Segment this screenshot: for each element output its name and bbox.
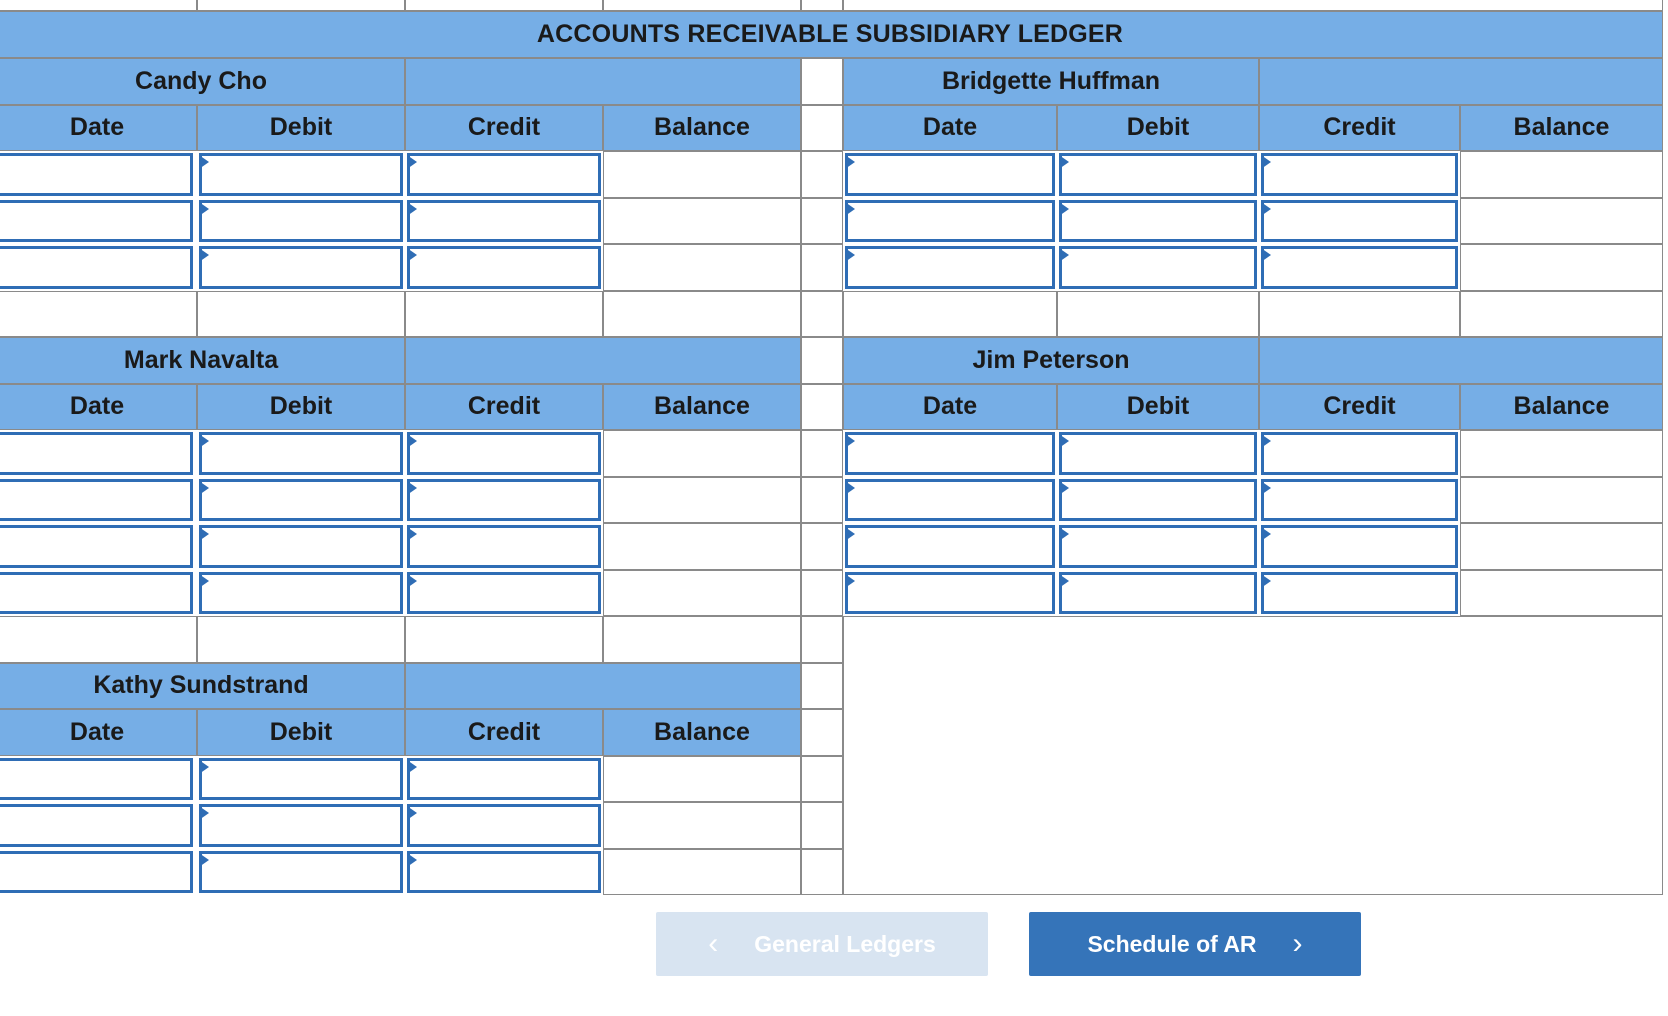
empty-cell <box>1460 291 1663 338</box>
date-input[interactable] <box>845 200 1055 243</box>
date-input[interactable] <box>845 479 1055 522</box>
cell-dropdown-marker-icon <box>1261 574 1271 588</box>
column-header-balance: Balance <box>603 384 801 431</box>
column-header-credit: Credit <box>1259 105 1460 152</box>
cell-dropdown-marker-icon <box>845 527 855 541</box>
cell-dropdown-marker-icon <box>1059 481 1069 495</box>
date-input[interactable] <box>845 525 1055 568</box>
date-input[interactable] <box>845 246 1055 289</box>
cell-dropdown-marker-icon <box>1261 155 1271 169</box>
account-name-blank-header <box>1259 337 1663 384</box>
grid-cell <box>197 0 405 11</box>
cell-dropdown-marker-icon <box>1059 202 1069 216</box>
account-name-header: Jim Peterson <box>843 337 1259 384</box>
column-header-date: Date <box>843 384 1057 431</box>
credit-input[interactable] <box>407 804 601 847</box>
credit-input[interactable] <box>407 758 601 801</box>
column-header-debit: Debit <box>197 105 405 152</box>
credit-input[interactable] <box>407 479 601 522</box>
debit-input[interactable] <box>199 479 403 522</box>
debit-input[interactable] <box>1059 432 1257 475</box>
date-input[interactable] <box>0 153 193 196</box>
balance-cell <box>1460 477 1663 524</box>
column-header-balance: Balance <box>1460 384 1663 431</box>
balance-cell <box>1460 570 1663 617</box>
date-input[interactable] <box>845 432 1055 475</box>
gap-cell <box>801 151 843 198</box>
date-input[interactable] <box>845 153 1055 196</box>
cell-dropdown-marker-icon <box>407 155 417 169</box>
credit-input[interactable] <box>407 851 601 894</box>
credit-input[interactable] <box>1261 479 1458 522</box>
cell-dropdown-marker-icon <box>199 248 209 262</box>
column-header-credit: Credit <box>405 105 603 152</box>
cell-dropdown-marker-icon <box>1059 527 1069 541</box>
general-ledgers-label: General Ledgers <box>754 930 936 957</box>
credit-input[interactable] <box>1261 246 1458 289</box>
balance-cell <box>603 244 801 291</box>
cell-dropdown-marker-icon <box>845 202 855 216</box>
grid-cell <box>843 0 1663 11</box>
column-header-balance: Balance <box>1460 105 1663 152</box>
schedule-of-ar-button[interactable] <box>1029 912 1361 976</box>
cell-dropdown-marker-icon <box>845 481 855 495</box>
column-header-date: Date <box>0 709 197 756</box>
account-name-header: Mark Navalta <box>0 337 405 384</box>
debit-input[interactable] <box>1059 525 1257 568</box>
column-header-date: Date <box>0 384 197 431</box>
cell-dropdown-marker-icon <box>845 574 855 588</box>
cell-dropdown-marker-icon <box>199 806 209 820</box>
balance-cell <box>603 430 801 477</box>
debit-input[interactable] <box>1059 479 1257 522</box>
cell-dropdown-marker-icon <box>1261 202 1271 216</box>
gap-cell <box>801 291 843 338</box>
gap-cell <box>801 105 843 152</box>
date-input[interactable] <box>0 200 193 243</box>
empty-region <box>843 616 1663 895</box>
cell-dropdown-marker-icon <box>845 248 855 262</box>
balance-cell <box>603 570 801 617</box>
grid-cell <box>0 0 197 11</box>
balance-cell <box>1460 198 1663 245</box>
balance-cell <box>1460 523 1663 570</box>
debit-input[interactable] <box>199 804 403 847</box>
cell-dropdown-marker-icon <box>1261 248 1271 262</box>
schedule-of-ar-label: Schedule of AR <box>1087 930 1257 957</box>
credit-input[interactable] <box>407 246 601 289</box>
date-input[interactable] <box>0 758 193 801</box>
empty-cell <box>197 291 405 338</box>
debit-input[interactable] <box>199 200 403 243</box>
cell-dropdown-marker-icon <box>1059 155 1069 169</box>
balance-cell <box>603 151 801 198</box>
debit-input[interactable] <box>1059 153 1257 196</box>
credit-input[interactable] <box>407 153 601 196</box>
account-name-blank-header <box>1259 58 1663 105</box>
gap-cell <box>801 616 843 663</box>
cell-dropdown-marker-icon <box>199 155 209 169</box>
date-input[interactable] <box>845 572 1055 615</box>
debit-input[interactable] <box>1059 200 1257 243</box>
ledger-title: ACCOUNTS RECEIVABLE SUBSIDIARY LEDGER <box>0 11 1663 58</box>
cell-dropdown-marker-icon <box>407 434 417 448</box>
credit-input[interactable] <box>1261 153 1458 196</box>
debit-input[interactable] <box>199 153 403 196</box>
cell-dropdown-marker-icon <box>407 853 417 867</box>
account-name-header: Candy Cho <box>0 58 405 105</box>
gap-cell <box>801 384 843 431</box>
balance-cell <box>603 756 801 803</box>
balance-cell <box>1460 244 1663 291</box>
chevron-left-icon: ‹ <box>708 927 719 960</box>
empty-cell <box>1259 291 1460 338</box>
cell-dropdown-marker-icon <box>845 434 855 448</box>
gap-cell <box>801 709 843 756</box>
empty-cell <box>0 291 197 338</box>
debit-input[interactable] <box>199 572 403 615</box>
credit-input[interactable] <box>407 200 601 243</box>
credit-input[interactable] <box>407 432 601 475</box>
cell-dropdown-marker-icon <box>199 853 209 867</box>
column-header-credit: Credit <box>1259 384 1460 431</box>
cell-dropdown-marker-icon <box>1261 527 1271 541</box>
debit-input[interactable] <box>1059 572 1257 615</box>
cell-dropdown-marker-icon <box>199 434 209 448</box>
gap-cell <box>801 523 843 570</box>
gap-cell <box>801 756 843 803</box>
balance-cell <box>603 523 801 570</box>
cell-dropdown-marker-icon <box>407 760 417 774</box>
grid-cell <box>405 0 603 11</box>
grid-cell <box>801 0 843 11</box>
gap-cell <box>801 849 843 896</box>
cell-dropdown-marker-icon <box>407 574 417 588</box>
date-input[interactable] <box>0 804 193 847</box>
gap-cell <box>801 663 843 710</box>
empty-cell <box>405 291 603 338</box>
balance-cell <box>1460 430 1663 477</box>
column-header-date: Date <box>0 105 197 152</box>
gap-cell <box>801 58 843 105</box>
credit-input[interactable] <box>1261 572 1458 615</box>
gap-cell <box>801 570 843 617</box>
debit-input[interactable] <box>199 851 403 894</box>
cell-dropdown-marker-icon <box>845 155 855 169</box>
credit-input[interactable] <box>407 572 601 615</box>
date-input[interactable] <box>0 572 193 615</box>
empty-cell <box>603 291 801 338</box>
cell-dropdown-marker-icon <box>1059 434 1069 448</box>
account-name-header: Bridgette Huffman <box>843 58 1259 105</box>
balance-cell <box>1460 151 1663 198</box>
column-header-date: Date <box>843 105 1057 152</box>
debit-input[interactable] <box>1059 246 1257 289</box>
credit-input[interactable] <box>407 525 601 568</box>
gap-cell <box>801 337 843 384</box>
account-name-blank-header <box>405 58 801 105</box>
date-input[interactable] <box>0 432 193 475</box>
column-header-debit: Debit <box>197 709 405 756</box>
column-header-credit: Credit <box>405 384 603 431</box>
account-name-blank-header <box>405 663 801 710</box>
column-header-balance: Balance <box>603 709 801 756</box>
cell-dropdown-marker-icon <box>199 527 209 541</box>
cell-dropdown-marker-icon <box>407 202 417 216</box>
credit-input[interactable] <box>1261 525 1458 568</box>
empty-cell <box>1057 291 1259 338</box>
gap-cell <box>801 198 843 245</box>
cell-dropdown-marker-icon <box>407 248 417 262</box>
gap-cell <box>801 244 843 291</box>
balance-cell <box>603 198 801 245</box>
column-header-balance: Balance <box>603 105 801 152</box>
debit-input[interactable] <box>199 758 403 801</box>
empty-cell <box>843 291 1057 338</box>
date-input[interactable] <box>0 246 193 289</box>
cell-dropdown-marker-icon <box>407 481 417 495</box>
balance-cell <box>603 477 801 524</box>
cell-dropdown-marker-icon <box>199 760 209 774</box>
empty-cell <box>603 616 801 663</box>
cell-dropdown-marker-icon <box>407 527 417 541</box>
column-header-debit: Debit <box>1057 384 1259 431</box>
account-name-blank-header <box>405 337 801 384</box>
empty-cell <box>405 616 603 663</box>
empty-cell <box>0 616 197 663</box>
general-ledgers-button[interactable] <box>656 912 988 976</box>
date-input[interactable] <box>0 479 193 522</box>
grid-cell <box>603 0 801 11</box>
account-name-header: Kathy Sundstrand <box>0 663 405 710</box>
cell-dropdown-marker-icon <box>1059 574 1069 588</box>
column-header-credit: Credit <box>405 709 603 756</box>
column-header-debit: Debit <box>197 384 405 431</box>
cell-dropdown-marker-icon <box>1059 248 1069 262</box>
empty-cell <box>197 616 405 663</box>
column-header-debit: Debit <box>1057 105 1259 152</box>
chevron-right-icon: › <box>1292 927 1303 960</box>
debit-input[interactable] <box>199 246 403 289</box>
debit-input[interactable] <box>199 525 403 568</box>
date-input[interactable] <box>0 851 193 894</box>
gap-cell <box>801 802 843 849</box>
cell-dropdown-marker-icon <box>199 202 209 216</box>
balance-cell <box>603 849 801 896</box>
gap-cell <box>801 477 843 524</box>
credit-input[interactable] <box>1261 200 1458 243</box>
gap-cell <box>801 430 843 477</box>
credit-input[interactable] <box>1261 432 1458 475</box>
cell-dropdown-marker-icon <box>199 481 209 495</box>
balance-cell <box>603 802 801 849</box>
cell-dropdown-marker-icon <box>199 574 209 588</box>
cell-dropdown-marker-icon <box>407 806 417 820</box>
date-input[interactable] <box>0 525 193 568</box>
cell-dropdown-marker-icon <box>1261 481 1271 495</box>
debit-input[interactable] <box>199 432 403 475</box>
cell-dropdown-marker-icon <box>1261 434 1271 448</box>
